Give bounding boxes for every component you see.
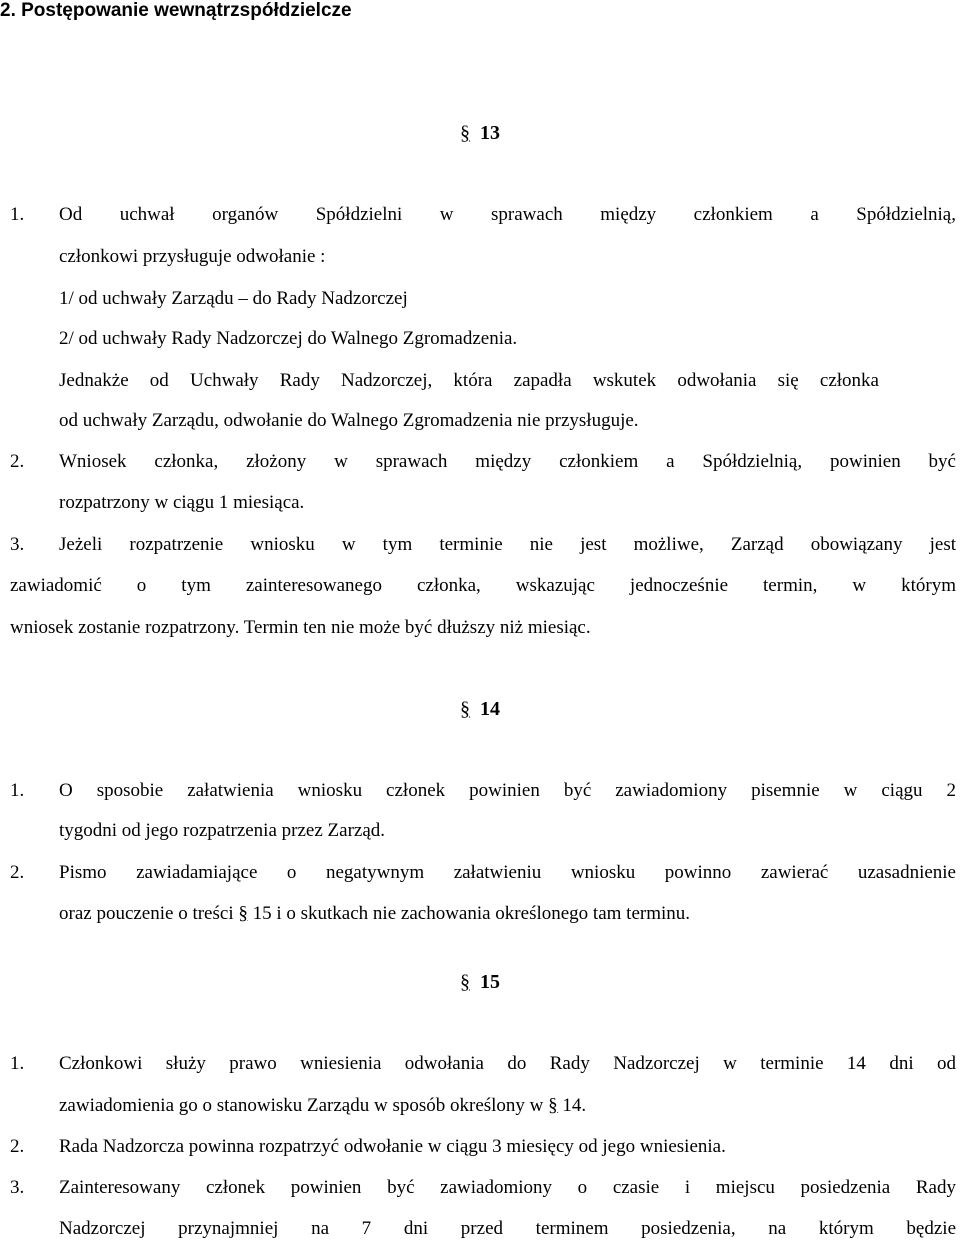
section-14-marker <box>460 696 500 722</box>
item-number: 1. <box>10 780 25 801</box>
section-number: 14 <box>480 698 500 720</box>
text-line: Wniosek członka, złożony w sprawach między członkiem a Spółdzielnią, powinien być <box>59 451 956 472</box>
item-number: 1. <box>10 1053 25 1074</box>
item-number: 2. <box>10 1136 25 1157</box>
text-line: Pismo zawiadamiające o negatywnym załatwieniu wniosku powinno zawierać uzasadnienie <box>59 862 956 883</box>
text-line: Członkowi służy prawo wniesienia odwołania do Rady Nadzorczej w terminie 14 dni od <box>59 1053 956 1074</box>
section-number: 15 <box>480 971 500 993</box>
section-15-marker <box>460 969 500 995</box>
paragraph-symbol: § <box>460 698 470 720</box>
item-number: 2. <box>10 862 25 883</box>
text-line <box>59 1093 586 1119</box>
text-span: oraz pouczenie o treści <box>59 903 239 924</box>
item-number: 1. <box>10 204 25 225</box>
text-line: 2/ od uchwały Rady Nadzorczej do Walnego Zgromadzenia. <box>59 328 518 349</box>
text-line: Rada Nadzorcza powinna rozpatrzyć odwołanie w ciągu 3 miesięcy od jego wniesienia. <box>59 1136 726 1157</box>
item-number: 2. <box>10 451 25 472</box>
section-number: 13 <box>480 122 500 144</box>
text-line: rozpatrzony w ciągu 1 miesiąca. <box>59 492 305 513</box>
item-number: 3. <box>10 534 25 555</box>
chapter-heading: 2. Postępowanie wewnątrzspółdzielcze <box>0 0 352 21</box>
text-line: Nadzorczej przynajmniej na 7 dni przed terminem posiedzenia, na którym będzie <box>59 1218 956 1239</box>
text-line: zawiadomić o tym zainteresowanego członka, wskazując jednocześnie termin, w którym <box>10 575 956 596</box>
text-span: zawiadomienia go o stanowisku Zarządu w sposób określony w <box>59 1095 549 1116</box>
paragraph-symbol: § <box>460 971 470 993</box>
text-line: 1/ od uchwały Zarządu – do Rady Nadzorczej <box>59 288 408 309</box>
text-span: 14. <box>557 1095 587 1116</box>
text-line: wniosek zostanie rozpatrzony. Termin ten nie może być dłuższy niż miesiąc. <box>10 617 591 638</box>
section-13-marker <box>460 120 500 146</box>
text-line: Zainteresowany członek powinien być zawiadomiony o czasie i miejscu posiedzenia Rady <box>59 1177 956 1198</box>
paragraph-symbol: § <box>548 1095 558 1116</box>
text-line: O sposobie załatwienia wniosku członek powinien być zawiadomiony pisemnie w ciągu 2 <box>59 780 956 801</box>
text-line: Jeżeli rozpatrzenie wniosku w tym terminie nie jest możliwe, Zarząd obowiązany jest <box>59 534 956 555</box>
text-line <box>59 901 690 927</box>
text-line: Jednakże od Uchwały Rady Nadzorczej, która zapadła wskutek odwołania się członka <box>59 370 879 391</box>
paragraph-symbol: § <box>460 122 470 144</box>
text-line: Od uchwał organów Spółdzielni w sprawach między członkiem a Spółdzielnią, <box>59 204 956 225</box>
item-number: 3. <box>10 1177 25 1198</box>
text-line: od uchwały Zarządu, odwołanie do Walnego Zgromadzenia nie przysługuje. <box>59 410 639 431</box>
paragraph-symbol: § <box>238 903 248 924</box>
text-line: tygodni od jego rozpatrzenia przez Zarząd. <box>59 820 386 841</box>
text-span: 15 i o skutkach nie zachowania określonego tam terminu. <box>247 903 691 924</box>
text-line: członkowi przysługuje odwołanie : <box>59 246 326 267</box>
